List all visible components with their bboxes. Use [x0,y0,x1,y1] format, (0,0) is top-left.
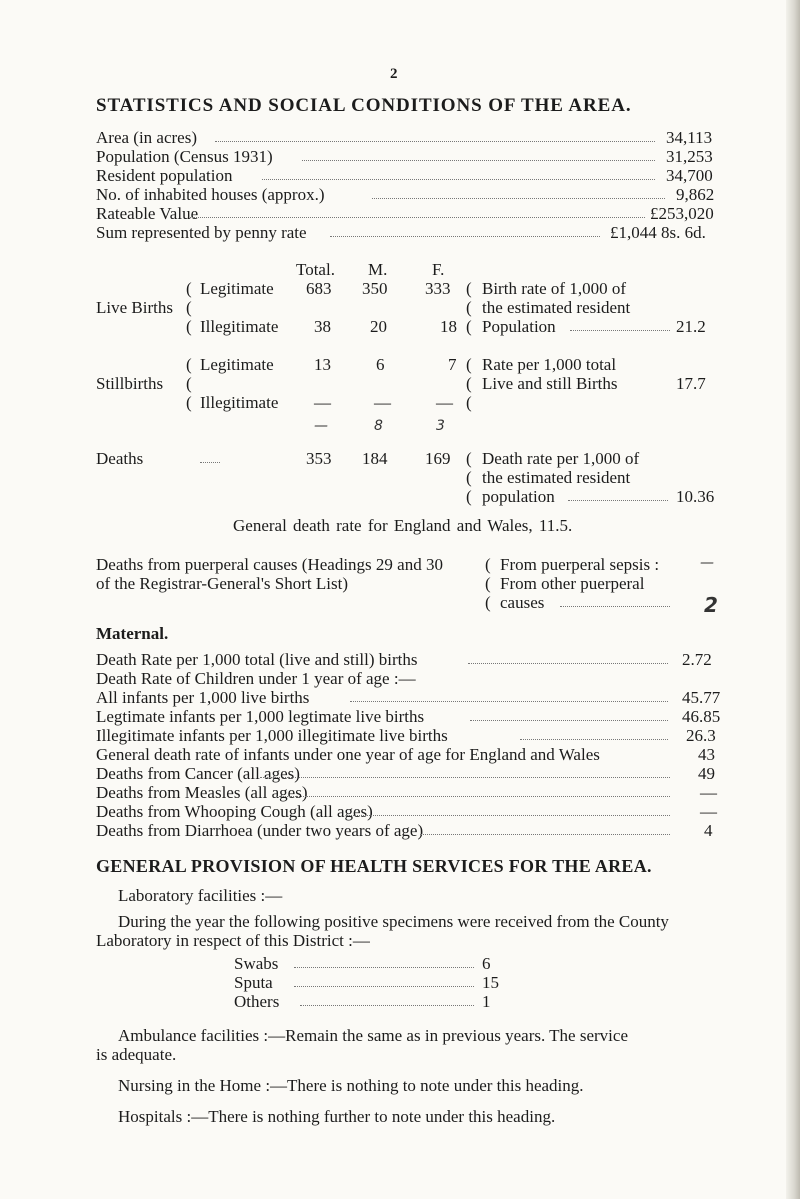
maternal-row-7-value: 49 [698,764,715,783]
leader-dots [260,777,670,778]
maternal-heading: Maternal. [96,624,169,643]
stat-value-area: 34,113 [666,128,713,147]
still-rate-line2: Live and still Births [482,374,618,393]
maternal-row-3-label: All infants per 1,000 live births [96,688,310,707]
birth-rate-line2: the estimated resident [482,298,631,317]
deaths-f: 169 [425,449,451,468]
sb-ill-m: — [374,393,391,412]
leader-dots [300,1005,474,1006]
deaths-m: 184 [362,449,388,468]
specimen-sputa-value: 15 [482,973,499,992]
nursing-paragraph: Nursing in the Home :—There is nothing to note under this heading. [118,1076,584,1095]
general-death-rate: General death rate for England and Wales, 11.5. [233,516,573,535]
maternal-row-5-label: Illegitimate infants per 1,000 illegitimate live births [96,726,448,745]
hand-mark-f: 3 [436,418,445,434]
leader-dots [520,739,668,740]
maternal-row-1-value: 2.72 [682,650,712,669]
maternal-row-9-value: — [700,802,717,821]
stat-label-area: Area (in acres) [96,128,197,147]
stat-value-houses: 9,862 [676,185,715,204]
stat-label-penny-rate: Sum represented by penny rate [96,223,307,242]
stat-value-rateable: £253,020 [650,204,714,223]
ambulance-line2: is adequate. [96,1045,177,1064]
maternal-row-6-label: General death rate of infants under one year of age for England and Wales [96,745,600,764]
lb-leg-f: 333 [425,279,451,298]
leader-dots [568,500,668,501]
maternal-row-4-value: 46.85 [682,707,721,726]
sb-ill-f: — [436,393,453,412]
ambulance-line1: Ambulance facilities :—Remain the same as in previous years. The service [118,1026,628,1045]
lab-paragraph-line2: Laboratory in respect of this District :— [96,931,370,950]
row-deaths: Deaths [96,449,144,468]
puerperal-other-line1: From other puerperal [500,574,645,593]
puerperal-line1: Deaths from puerperal causes (Headings 29 and 30 [96,555,443,574]
sb-leg-f: 7 [448,355,457,374]
birth-rate-value: 21.2 [676,317,706,336]
leader-dots [372,198,665,199]
section-title-health-services: GENERAL PROVISION OF HEALTH SERVICES FOR THE AREA. [96,856,652,876]
leader-dots [470,720,668,721]
stat-label-population: Population (Census 1931) [96,147,273,166]
leader-dots [346,815,670,816]
lb-leg-m: 350 [362,279,388,298]
stat-label-rateable: Rateable Value [96,204,199,223]
col-f: F. [432,260,445,279]
hand-mark-m: 8 [374,418,383,434]
leader-dots [276,796,670,797]
lb-ill-total: 38 [314,317,331,336]
leader-dots [468,663,668,664]
maternal-row-7-label: Deaths from Cancer (all ages) [96,764,300,783]
maternal-row-1-label: Death Rate per 1,000 total (live and still) births [96,650,418,669]
still-rate-value: 17.7 [676,374,706,393]
sb-ill-total: — [314,393,331,412]
hospitals-paragraph: Hospitals :—There is nothing further to note under this heading. [118,1107,556,1126]
stat-label-resident: Resident population [96,166,233,185]
specimen-others-label: Others [234,992,280,1011]
row-stillbirths: Stillbirths [96,374,164,393]
maternal-row-10-value: 4 [704,821,713,840]
puerperal-line2: of the Registrar-General's Short List) [96,574,348,593]
leader-dots [200,462,220,463]
leader-dots [570,330,670,331]
page-number: 2 [390,66,398,82]
specimen-swabs-label: Swabs [234,954,279,973]
lb-ill-f: 18 [440,317,457,336]
sb-leg-total: 13 [314,355,331,374]
leader-dots [262,179,655,180]
leader-dots [215,141,655,142]
col-total: Total. [296,260,335,279]
maternal-row-8-value: — [700,783,717,802]
page-edge-shadow [786,0,800,1199]
birth-rate-line1: Birth rate of 1,000 of [482,279,626,298]
specimen-sputa-label: Sputa [234,973,273,992]
lab-heading: Laboratory facilities :— [118,886,283,905]
specimen-swabs-value: 6 [482,954,491,973]
leader-dots [330,236,600,237]
page-title: STATISTICS AND SOCIAL CONDITIONS OF THE AREA. [96,95,632,116]
maternal-row-3-value: 45.77 [682,688,721,707]
deaths-total: 353 [306,449,332,468]
illegitimate-label: Illegitimate [200,393,279,412]
death-rate-line1: Death rate per 1,000 of [482,449,640,468]
maternal-row-2-label: Death Rate of Children under 1 year of age :— [96,669,416,688]
specimen-others-value: 1 [482,992,491,1011]
stat-label-houses: No. of inhabited houses (approx.) [96,185,325,204]
stat-value-resident: 34,700 [666,166,713,185]
leader-dots [420,834,670,835]
legitimate-label: Legitimate [200,355,274,374]
maternal-row-8-label: Deaths from Measles (all ages) [96,783,308,802]
leader-dots [560,606,670,607]
col-m: M. [368,260,388,279]
stat-value-population: 31,253 [666,147,713,166]
maternal-row-6-value: 43 [698,745,715,764]
maternal-row-5-value: 26.3 [686,726,716,745]
maternal-row-10-label: Deaths from Diarrhoea (under two years of age) [96,821,424,840]
leader-dots [302,160,655,161]
hand-mark-total: — [314,418,328,434]
document-page: 2 STATISTICS AND SOCIAL CONDITIONS OF THE AREA. Area (in acres) 34,113 Population (Census 1931) 31,253 Resident population 34,700 No. of inhabited houses (approx.) 9,862 Rateable Value £253,020 Sum represented by penny rate £1,044 8s. 6d. Total. M. F. Live Births ( ( ( Legitimate Illegitimate 683 350 333 38 20 18 ( ( ( Birth rate of 1,000 of the estimated resident Population 21.2 Stillbirths ( ( ( Legitimate Illegitimate 13 6 7 — — — ( ( ( Rate per 1,000 total Live and still Births 17.7 — 8 3 Deaths 353 184 169 ( ( ( Death rate per 1,000 of the estimated resident population 10.36 General death rate for England and Wales, 11.5. Deaths from puerperal causes (Headings 29 and 30 of the Registrar-General's Short List) ( ( ( From puerperal sepsis : — From other puerperal causes 2 Maternal. Death Rate per 1,000 total (live and still) births 2.72 Death Rate of Children under 1 year of age :— All infants per 1,000 live births 45.77 Legtimate infants per 1,000 legtimate live births 46.85 Illegitimate infants per 1,000 illegitimate live births 26.3 General death rate of infants under one year of age for England and Wales 43 Deaths from Cancer (all ages) 49 Deaths from Measles (all ages) — Deaths from Whooping Cough (all ages) — Deaths from Diarrhoea (under two years of age) 4 GENERAL PROVISION OF HEALTH SERVICES FOR THE AREA. Laboratory facilities :— During the year the following positive specimens were received from the County Laboratory in respect of this District :— Swabs 6 Sputa 15 Others 1 Ambulance facilities :—Remain the same as in previous years. The service is adequate. Nursing in the Home :—There is nothing to note under this heading. Hospitals :—There is nothing further to note under this heading. [0,0,800,1199]
death-rate-line2: the estimated resident [482,468,631,487]
death-rate-line3: population [482,487,555,506]
puerperal-sepsis-value: — [700,555,714,571]
lb-leg-total: 683 [306,279,332,298]
puerperal-other-value: 2 [704,593,718,617]
leader-dots [294,967,474,968]
still-rate-line1: Rate per 1,000 total [482,355,617,374]
maternal-row-4-label: Legtimate infants per 1,000 legtimate live births [96,707,425,726]
lb-ill-m: 20 [370,317,387,336]
illegitimate-label: Illegitimate [200,317,279,336]
maternal-row-9-label: Deaths from Whooping Cough (all ages) [96,802,373,821]
legitimate-label: Legitimate [200,279,274,298]
death-rate-value: 10.36 [676,487,715,506]
puerperal-sepsis: From puerperal sepsis : [500,555,660,574]
leader-dots [190,217,645,218]
stat-value-penny-rate: £1,044 8s. 6d. [610,223,706,242]
puerperal-other-line2: causes [500,593,545,612]
sb-leg-m: 6 [376,355,385,374]
leader-dots [294,986,474,987]
leader-dots [350,701,668,702]
lab-paragraph-line1: During the year the following positive specimens were received from the County [118,912,669,931]
birth-rate-line3: Population [482,317,556,336]
row-live-births: Live Births [96,298,173,317]
